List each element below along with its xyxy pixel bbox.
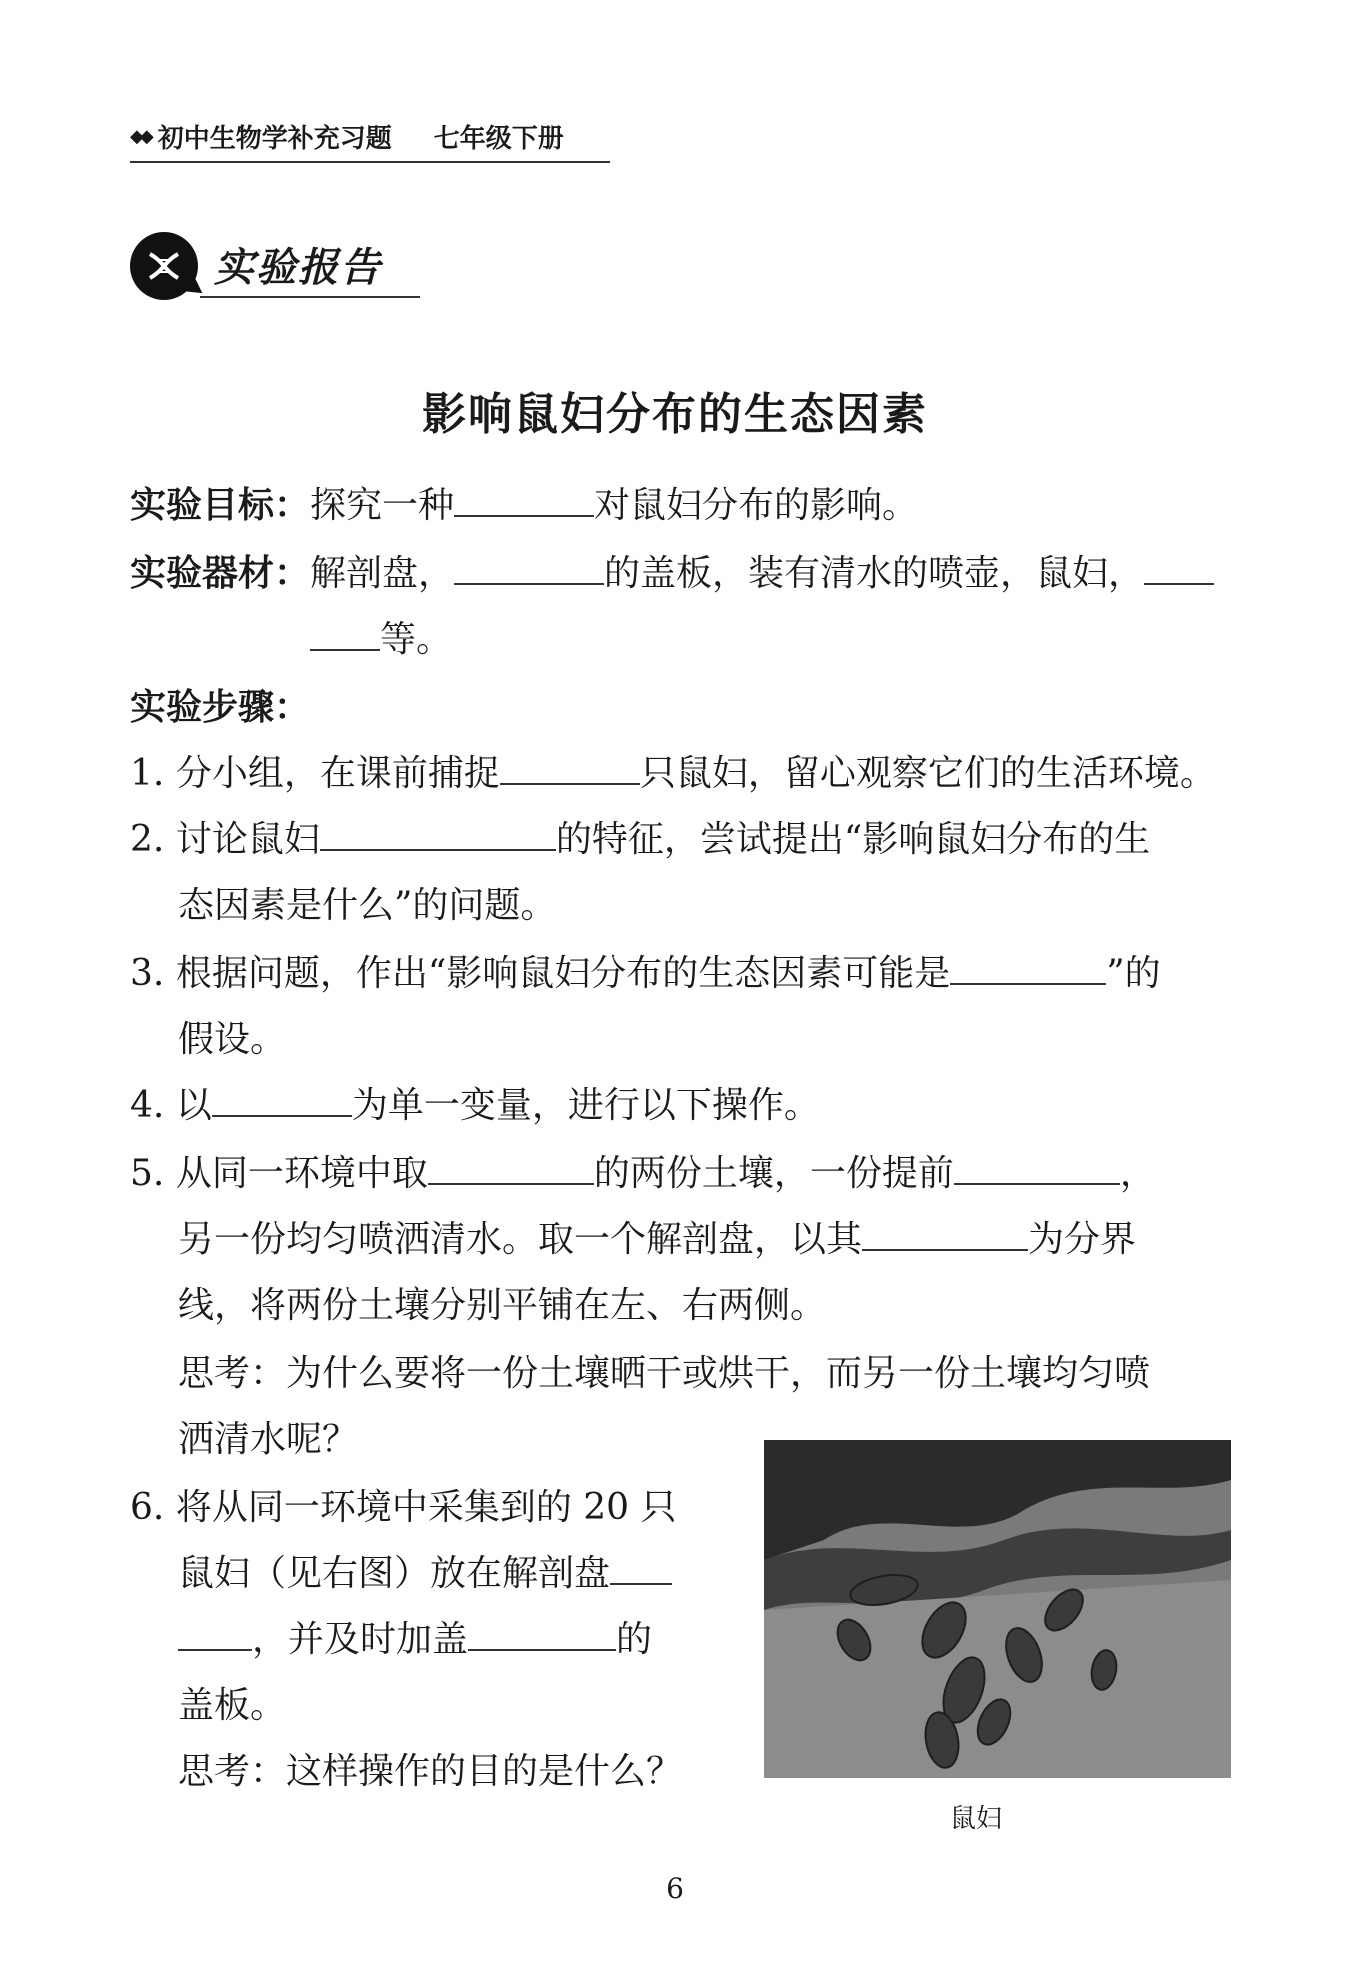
- header-grade: 七年级下册: [433, 124, 564, 154]
- blank-field[interactable]: [862, 1219, 1028, 1251]
- page-number: 6: [666, 1872, 684, 1905]
- step-3: 3. 根据问题，作出“影响鼠妇分布的生态因素可能是 ”的: [130, 953, 1161, 994]
- step-2-cont: 态因素是什么”的问题。: [178, 885, 557, 926]
- blank-field[interactable]: [468, 1619, 616, 1651]
- think-1: 思考：为什么要将一份土壤晒干或烘干，而另一份土壤均匀喷: [178, 1353, 1151, 1394]
- experiment-icon: [130, 232, 198, 300]
- blank-field[interactable]: [610, 1553, 672, 1585]
- step-6-cont: 鼠妇（见右图）放在解剖盘: [178, 1552, 672, 1596]
- steps-label: 实验步骤：: [130, 687, 311, 728]
- step-5: 5. 从同一环境中取 的两份土壤，一份提前 ，: [130, 1153, 1156, 1194]
- blank-field[interactable]: [950, 953, 1106, 985]
- blank-field[interactable]: [428, 1153, 594, 1185]
- step-4: 4. 以 为单一变量，进行以下操作。: [130, 1085, 820, 1126]
- blank-field[interactable]: [178, 1619, 252, 1651]
- step-5-cont-2: 线，将两份土壤分别平铺在左、右两侧。: [178, 1285, 827, 1326]
- blank-field[interactable]: [320, 819, 556, 851]
- blank-field[interactable]: [954, 1153, 1120, 1185]
- materials-label: 实验器材：: [130, 553, 311, 594]
- step-5-cont: 另一份均匀喷洒清水。取一个解剖盘，以其 为分界: [178, 1219, 1137, 1260]
- step-6-cont-2: ，并及时加盖 的: [178, 1618, 652, 1662]
- think-2: 思考：这样操作的目的是什么？: [178, 1751, 683, 1792]
- section-badge: [130, 232, 420, 302]
- think-1-cont: 洒清水呢？: [178, 1419, 359, 1460]
- objective-label: 实验目标：: [130, 485, 311, 526]
- running-header: [130, 118, 610, 163]
- step-6: 6. 将从同一环境中采集到的 20 只: [130, 1487, 677, 1528]
- section-title: 实验报告: [214, 245, 382, 291]
- blank-field[interactable]: [500, 753, 640, 785]
- header-series: 初中生物学补充习题: [157, 124, 392, 154]
- diamond-icon: ◆◆: [130, 126, 150, 147]
- blank-field[interactable]: [454, 553, 604, 585]
- blank-field[interactable]: [212, 1085, 352, 1117]
- materials-line-2: 等。: [310, 618, 452, 662]
- woodlouse-photo: [764, 1440, 1231, 1778]
- step-6-cont-3: 盖板。: [178, 1685, 287, 1726]
- blank-field[interactable]: [1144, 553, 1214, 585]
- step-3-cont: 假设。: [178, 1019, 287, 1060]
- blank-field[interactable]: [310, 619, 380, 651]
- photo-caption: 鼠妇: [950, 1804, 1003, 1834]
- blank-field[interactable]: [454, 485, 594, 517]
- step-1: 1. 分小组，在课前捕捉 只鼠妇，留心观察它们的生活环境。: [130, 753, 1216, 794]
- page-title: 影响鼠妇分布的生态因素: [422, 389, 928, 440]
- objective-line: 实验目标：探究一种 对鼠妇分布的影响。: [130, 485, 919, 526]
- step-2: 2. 讨论鼠妇 的特征，尝试提出“影响鼠妇分布的生: [130, 819, 1151, 860]
- section-underline: [200, 296, 420, 298]
- materials-line: 实验器材：解剖盘， 的盖板，装有清水的喷壶，鼠妇，: [130, 552, 1214, 596]
